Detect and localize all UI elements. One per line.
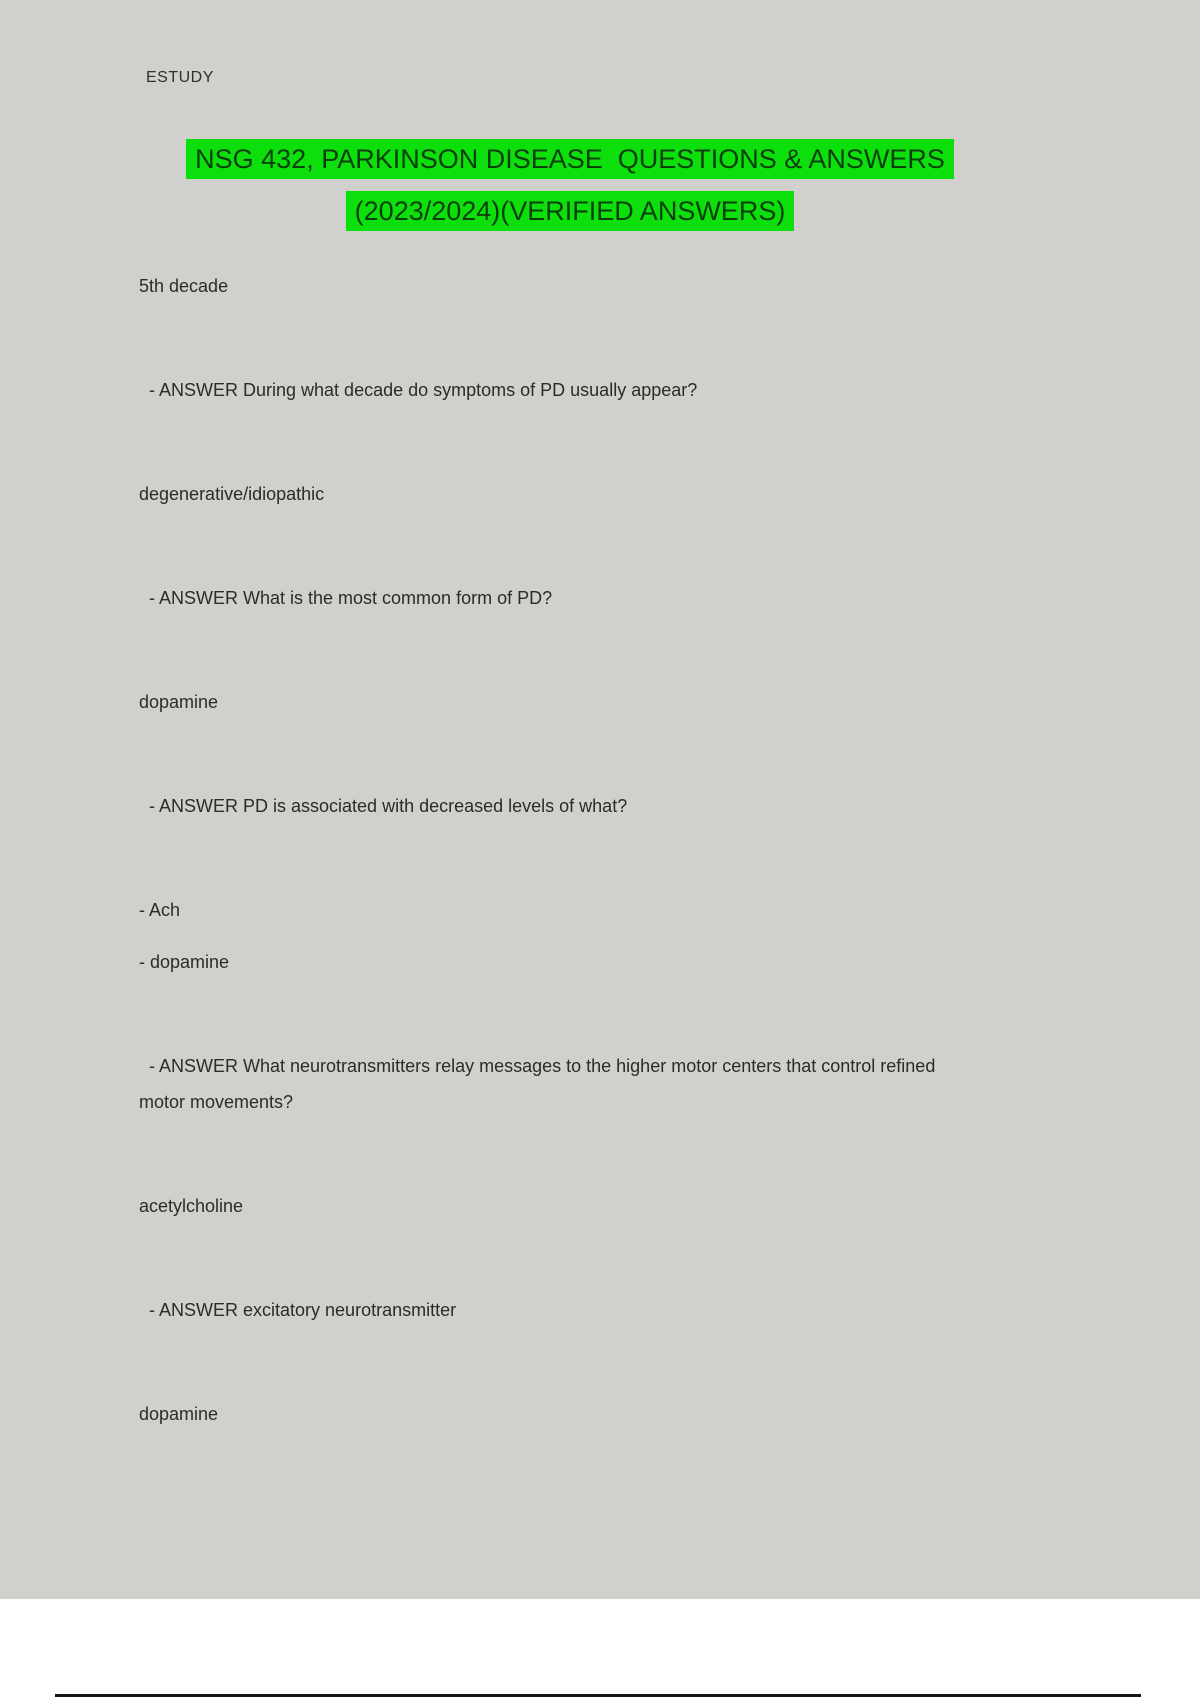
- brand-watermark: ESTUDY: [146, 69, 214, 86]
- term-paragraph: acetylcholine: [139, 1196, 244, 1216]
- term-paragraph: dopamine: [139, 1404, 219, 1424]
- blank-paragraph: [139, 528, 959, 564]
- title-line-1: NSG 432, PARKINSON DISEASE QUESTIONS & ANSWERS: [186, 139, 954, 179]
- blank-paragraph: [139, 424, 959, 460]
- term-paragraph: dopamine: [139, 692, 219, 712]
- blank-paragraph: [139, 632, 959, 668]
- blank-paragraph: [139, 840, 959, 876]
- blank-paragraph: [139, 1136, 959, 1172]
- document-body: [139, 268, 959, 1448]
- answer-paragraph: - ANSWER excitatory neurotransmitter: [149, 1300, 457, 1320]
- answer-paragraph: - ANSWER What is the most common form of PD?: [149, 588, 553, 608]
- footer-rule: [55, 1694, 1141, 1697]
- blank-paragraph: [139, 1240, 959, 1276]
- blank-paragraph: [139, 320, 959, 356]
- blank-paragraph: [139, 996, 959, 1032]
- blank-paragraph: [139, 1344, 959, 1380]
- term-paragraph: - dopamine: [139, 952, 230, 972]
- term-paragraph: - Ach: [139, 900, 181, 920]
- title-line-2: (2023/2024)(VERIFIED ANSWERS): [346, 191, 795, 231]
- answer-paragraph: - ANSWER What neurotransmitters relay messages to the higher motor centers that control refined motor movements?: [139, 1056, 941, 1112]
- term-paragraph: 5th decade: [139, 276, 229, 296]
- answer-paragraph: - ANSWER PD is associated with decreased levels of what?: [149, 796, 628, 816]
- term-paragraph: degenerative/idiopathic: [139, 484, 325, 504]
- blank-paragraph: [139, 736, 959, 772]
- document-title: [0, 139, 1140, 231]
- page-bottom-area: [0, 1599, 1200, 1700]
- answer-paragraph: - ANSWER During what decade do symptoms of PD usually appear?: [149, 380, 698, 400]
